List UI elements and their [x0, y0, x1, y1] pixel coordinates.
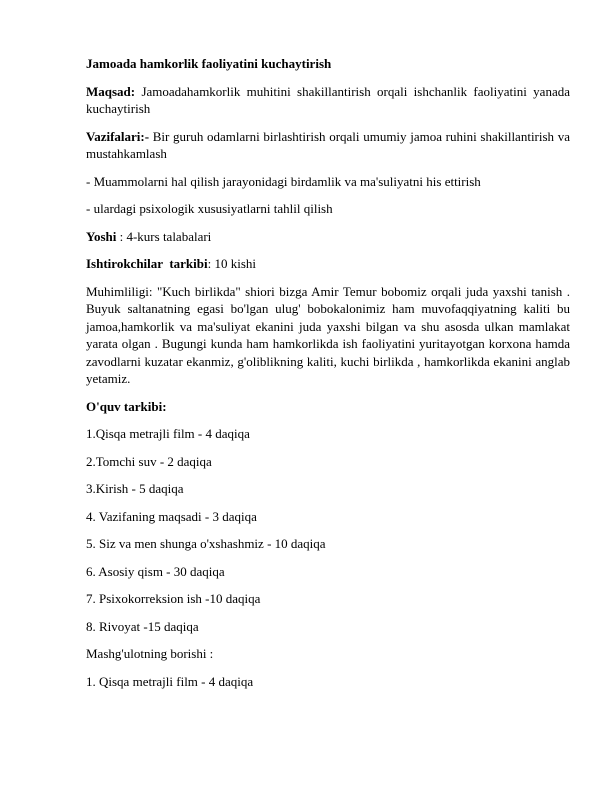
vazifalari-text: Bir guruh odamlarni birlashtirish orqali umumiy jamoa ruhini shakillantirish va mustahkamlash	[86, 128, 570, 161]
borishi-item: 1. Qisqa metrajli film - 4 daqiqa	[86, 673, 254, 689]
oquv-item: 4. Vazifaning maqsadi - 3 daqiqa	[86, 508, 257, 524]
ishtirokchilar-line	[86, 255, 570, 273]
oquv-item: 2.Tomchi suv - 2 daqiqa	[86, 453, 212, 469]
yoshi-line	[86, 228, 570, 246]
yoshi-text: : 4-kurs talabalari	[116, 228, 212, 244]
maqsad-label: Maqsad:	[86, 83, 136, 99]
oquv-item: 1.Qisqa metrajli film - 4 daqiqa	[86, 426, 250, 441]
document-page	[86, 55, 570, 700]
yoshi-label: Yoshi	[86, 228, 117, 244]
vazifalari-label: Vazifalari:-	[86, 128, 150, 144]
oquv-item: 8. Rivoyat -15 daqiqa	[86, 618, 199, 634]
ishtirokchilar-text: : 10 kishi	[207, 256, 257, 271]
vazifalari-paragraph	[86, 128, 570, 163]
oquv-heading	[86, 398, 570, 416]
maqsad-text: Jamoadahamkorlik muhitini shakillantirish orqali ishchanlik faoliyatini yanada kuchaytirish	[86, 83, 570, 116]
document-title: Jamoada hamkorlik faoliyatini kuchaytirish	[86, 56, 332, 71]
maqsad-paragraph	[86, 83, 570, 118]
task-item: - Muammolarni hal qilish jarayonidagi birdamlik va ma'suliyatni his ettirish	[86, 173, 481, 189]
muhimliligi-paragraph: Muhimliligi: "Kuch birlikda" shiori bizga Amir Temur bobomiz orqali juda yaxshi tanish . Buyuk saltanatning egasi bo'lgan ulug' bobokalonimiz ham muvofaqqiyatning kaliti bu jamoa,hamkorlik va ma'suliyat ekanini juda yaxshi bilgan va shu asosda ulkan mamlakat yarata olgan . Bugungi kunda ham hamkorlikda ish faoliyatini yuritayotgan korxona hamda zavodlarni kuzatar ekanmiz, g'oliblikning kaliti, kuchi birlikda , hamkorlikda ekanini anglab yetamiz.	[86, 283, 570, 386]
ishtirokchilar-label: Ishtirokchilar tarkibi	[86, 256, 208, 271]
oquv-item: 7. Psixokorreksion ish -10 daqiqa	[86, 591, 261, 606]
oquv-item: 3.Kirish - 5 daqiqa	[86, 481, 184, 496]
task-item: - ulardagi psixologik xususiyatlarni tahlil qilish	[86, 201, 333, 216]
oquv-item: 5. Siz va men shunga o'xshashmiz - 10 daqiqa	[86, 536, 326, 551]
oquv-heading-text: O'quv tarkibi:	[86, 398, 167, 414]
oquv-item: 6. Asosiy qism - 30 daqiqa	[86, 563, 225, 579]
borishi-heading: Mashg'ulotning borishi :	[86, 646, 214, 661]
